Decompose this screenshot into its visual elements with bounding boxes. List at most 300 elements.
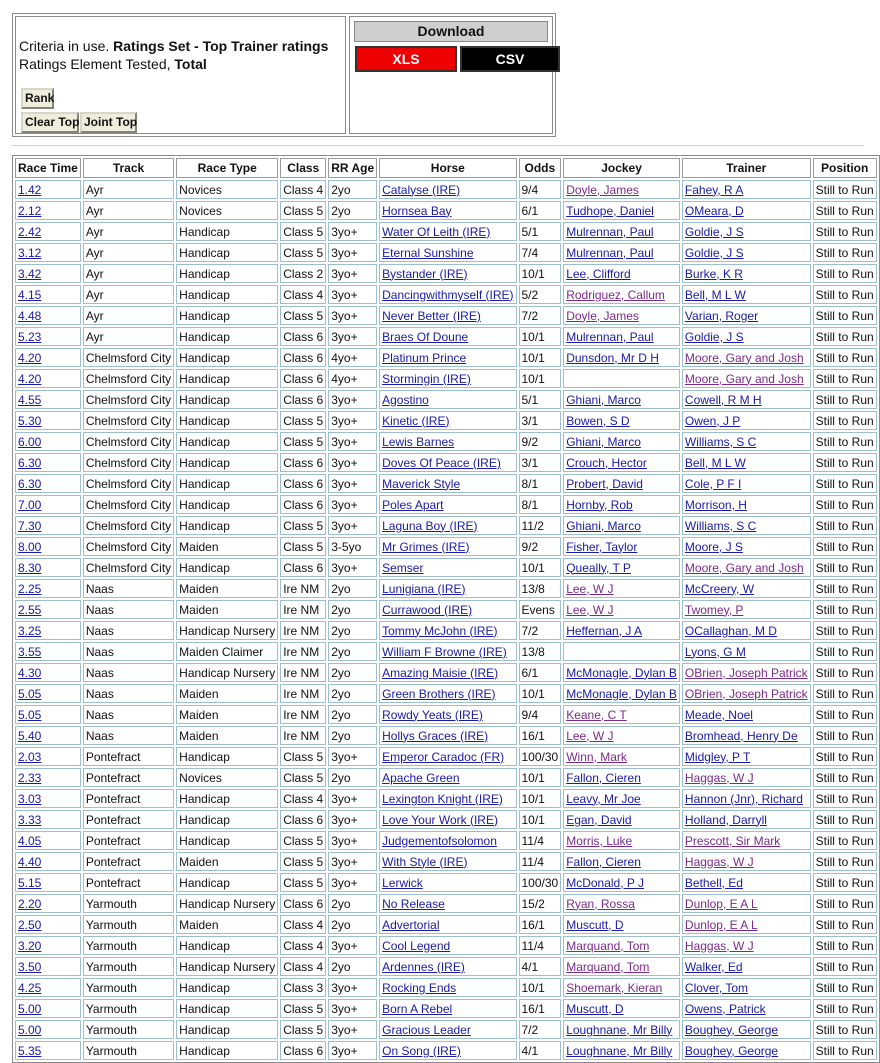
race-time-link[interactable]: 5.05 xyxy=(18,707,42,722)
horse-link[interactable]: No Release xyxy=(382,896,445,911)
cell-class: Class 5 xyxy=(280,201,326,220)
horse-link[interactable]: Hollys Graces (IRE) xyxy=(382,728,489,743)
jockey-link[interactable]: Hornby, Rob xyxy=(566,497,633,512)
cell-horse xyxy=(379,789,516,808)
cell-rr-age: 2yo xyxy=(328,684,377,703)
race-time-link[interactable]: 3.50 xyxy=(18,959,42,974)
cell-rr-age: 4yo+ xyxy=(328,348,377,367)
trainer-link[interactable]: McCreery, W xyxy=(684,581,755,596)
cell-track: Naas xyxy=(83,579,174,598)
horse-link[interactable]: Rowdy Yeats (IRE) xyxy=(382,707,483,722)
cell-rr-age: 3yo+ xyxy=(328,243,377,262)
trainer-link[interactable]: Midgley, P T xyxy=(684,749,751,764)
race-time-link[interactable]: 6.30 xyxy=(18,476,42,491)
trainer-link[interactable]: Clover, Tom xyxy=(684,980,749,995)
race-time-link[interactable]: 2.50 xyxy=(18,917,42,932)
horse-link[interactable]: Semser xyxy=(382,560,424,575)
table-row xyxy=(15,411,877,430)
horse-link[interactable]: Currawood (IRE) xyxy=(382,602,473,617)
race-time-link[interactable]: 2.20 xyxy=(18,896,42,911)
jockey-link[interactable]: Ghiani, Marco xyxy=(566,434,641,449)
jockey-link[interactable]: Mulrennan, Paul xyxy=(566,329,654,344)
trainer-link[interactable]: Moore, Gary and Josh xyxy=(684,371,804,386)
cell-jockey xyxy=(563,957,680,976)
cell-position: Still to Run xyxy=(813,621,877,640)
horse-link[interactable]: Platinum Prince xyxy=(382,350,467,365)
horse-link[interactable]: William F Browne (IRE) xyxy=(382,644,507,659)
trainer-link[interactable]: Cole, P F I xyxy=(684,476,742,491)
trainer-link[interactable]: Hannon (Jnr), Richard xyxy=(684,791,803,806)
cell-horse xyxy=(379,978,516,997)
cell-trainer xyxy=(682,474,811,493)
cell-odds: 9/2 xyxy=(519,537,562,556)
cell-position: Still to Run xyxy=(813,432,877,451)
joint-top-button[interactable]: Joint Top xyxy=(80,112,137,133)
cell-race-type: Handicap xyxy=(176,327,278,346)
trainer-link[interactable]: Bell, M L W xyxy=(684,287,746,302)
table-row xyxy=(15,222,877,241)
cell-race-time xyxy=(15,957,81,976)
horse-link[interactable]: With Style (IRE) xyxy=(382,854,468,869)
jockey-link[interactable]: Crouch, Hector xyxy=(566,455,647,470)
horse-link[interactable]: Amazing Maisie (IRE) xyxy=(382,665,499,680)
horse-link[interactable]: Bystander (IRE) xyxy=(382,266,468,281)
jockey-link[interactable]: Heffernan, J A xyxy=(566,623,643,638)
horse-link[interactable]: Gracious Leader xyxy=(382,1022,471,1037)
race-time-link[interactable]: 3.55 xyxy=(18,644,42,659)
ratings-element: Total xyxy=(174,56,207,72)
cell-position: Still to Run xyxy=(813,1041,877,1060)
jockey-link[interactable]: Leavy, Mr Joe xyxy=(566,791,641,806)
horse-link[interactable]: Apache Green xyxy=(382,770,460,785)
trainer-link[interactable]: Cowell, R M H xyxy=(684,392,762,407)
trainer-link[interactable]: Prescott, Sir Mark xyxy=(684,833,781,848)
cell-track: Chelmsford City xyxy=(83,537,174,556)
trainer-link[interactable]: Williams, S C xyxy=(684,518,757,533)
jockey-link[interactable]: Queally, T P xyxy=(566,560,631,575)
cell-jockey xyxy=(563,495,680,514)
cell-horse xyxy=(379,831,516,850)
cell-race-type: Handicap xyxy=(176,432,278,451)
horse-link[interactable]: Rocking Ends xyxy=(382,980,457,995)
cell-odds: 8/1 xyxy=(519,495,562,514)
cell-jockey xyxy=(563,600,680,619)
cell-race-time xyxy=(15,936,81,955)
cell-jockey xyxy=(563,327,680,346)
horse-link[interactable]: Judgementofsolomon xyxy=(382,833,497,848)
race-time-link[interactable]: 7.00 xyxy=(18,497,42,512)
race-time-link[interactable]: 4.15 xyxy=(18,287,42,302)
cell-track: Pontefract xyxy=(83,873,174,892)
race-time-link[interactable]: 5.05 xyxy=(18,686,42,701)
horse-link[interactable]: Love Your Work (IRE) xyxy=(382,812,498,827)
cell-odds: 16/1 xyxy=(519,726,562,745)
cell-track: Chelmsford City xyxy=(83,474,174,493)
horse-link[interactable]: Maverick Style xyxy=(382,476,461,491)
jockey-link[interactable]: Marquand, Tom xyxy=(566,938,650,953)
jockey-link[interactable]: Fallon, Cieren xyxy=(566,854,641,869)
trainer-link[interactable]: Varian, Roger xyxy=(684,308,759,323)
cell-position: Still to Run xyxy=(813,789,877,808)
jockey-link[interactable]: Lee, Clifford xyxy=(566,266,631,281)
trainer-link[interactable]: OCallaghan, M D xyxy=(684,623,777,638)
table-row xyxy=(15,936,877,955)
trainer-link[interactable]: Holland, Darryll xyxy=(684,812,767,827)
race-time-link[interactable]: 3.42 xyxy=(18,266,42,281)
trainer-link[interactable]: Williams, S C xyxy=(684,434,757,449)
race-time-link[interactable]: 4.25 xyxy=(18,980,42,995)
race-time-link[interactable]: 3.12 xyxy=(18,245,42,260)
race-time-link[interactable]: 5.40 xyxy=(18,728,42,743)
horse-link[interactable]: Stormingin (IRE) xyxy=(382,371,471,386)
cell-race-time xyxy=(15,222,81,241)
horse-link[interactable]: Tommy McJohn (IRE) xyxy=(382,623,498,638)
race-time-link[interactable]: 1.42 xyxy=(18,182,42,197)
cell-rr-age: 3yo+ xyxy=(328,222,377,241)
race-time-link[interactable]: 5.15 xyxy=(18,875,42,890)
cell-track: Pontefract xyxy=(83,747,174,766)
horse-link[interactable]: Hornsea Bay xyxy=(382,203,452,218)
trainer-link[interactable]: Moore, Gary and Josh xyxy=(684,350,804,365)
cell-track: Yarmouth xyxy=(83,915,174,934)
race-time-link[interactable]: 2.33 xyxy=(18,770,42,785)
jockey-link[interactable]: Loughnane, Mr Billy xyxy=(566,1043,673,1058)
cell-trainer xyxy=(682,264,811,283)
table-row xyxy=(15,894,877,913)
race-time-link[interactable]: 8.30 xyxy=(18,560,42,575)
jockey-link[interactable]: Tudhope, Daniel xyxy=(566,203,654,218)
cell-track: Pontefract xyxy=(83,831,174,850)
cell-jockey xyxy=(563,999,680,1018)
cell-horse xyxy=(379,726,516,745)
jockey-link[interactable]: Fallon, Cieren xyxy=(566,770,641,785)
cell-horse xyxy=(379,243,516,262)
table-row xyxy=(15,915,877,934)
trainer-link[interactable]: Haggas, W J xyxy=(684,938,754,953)
race-time-link[interactable]: 2.03 xyxy=(18,749,42,764)
trainer-link[interactable]: Boughey, George xyxy=(684,1022,779,1037)
cell-horse xyxy=(379,474,516,493)
trainer-link[interactable]: Owens, Patrick xyxy=(684,1001,766,1016)
horse-link[interactable]: Water Of Leith (IRE) xyxy=(382,224,491,239)
cell-jockey xyxy=(563,768,680,787)
race-time-link[interactable]: 5.00 xyxy=(18,1022,42,1037)
cell-class: Class 5 xyxy=(280,243,326,262)
horse-link[interactable]: Emperor Caradoc (FR) xyxy=(382,749,505,764)
cell-trainer xyxy=(682,915,811,934)
cell-class: Class 5 xyxy=(280,516,326,535)
cell-track: Naas xyxy=(83,705,174,724)
cell-race-time xyxy=(15,495,81,514)
trainer-link[interactable]: Goldie, J S xyxy=(684,224,744,239)
trainer-link[interactable]: OBrien, Joseph Patrick xyxy=(684,686,808,701)
cell-trainer xyxy=(682,369,811,388)
cell-trainer xyxy=(682,390,811,409)
horse-link[interactable]: Laguna Boy (IRE) xyxy=(382,518,478,533)
table-row xyxy=(15,747,877,766)
race-time-link[interactable]: 2.25 xyxy=(18,581,42,596)
cell-jockey xyxy=(563,411,680,430)
jockey-link[interactable]: McMonagle, Dylan B xyxy=(566,686,677,701)
cell-odds: 4/1 xyxy=(519,957,562,976)
cell-race-time xyxy=(15,558,81,577)
trainer-link[interactable]: Haggas, W J xyxy=(684,854,754,869)
cell-position: Still to Run xyxy=(813,579,877,598)
cell-race-time xyxy=(15,1041,81,1060)
race-time-link[interactable]: 5.23 xyxy=(18,329,42,344)
trainer-link[interactable]: Fahey, R A xyxy=(684,182,744,197)
cell-track: Ayr xyxy=(83,327,174,346)
cell-class: Class 6 xyxy=(280,495,326,514)
cell-race-time xyxy=(15,831,81,850)
horse-link[interactable]: Agostino xyxy=(382,392,429,407)
horse-link[interactable]: Catalyse (IRE) xyxy=(382,182,461,197)
cell-trainer xyxy=(682,789,811,808)
cell-race-type: Novices xyxy=(176,768,278,787)
table-row xyxy=(15,789,877,808)
cell-track: Ayr xyxy=(83,243,174,262)
cell-race-type: Handicap xyxy=(176,264,278,283)
jockey-link[interactable]: Ghiani, Marco xyxy=(566,518,641,533)
cell-odds: 7/2 xyxy=(519,306,562,325)
trainer-link[interactable]: Moore, Gary and Josh xyxy=(684,560,804,575)
cell-race-type: Handicap Nursery xyxy=(176,663,278,682)
trainer-link[interactable]: Walker, Ed xyxy=(684,959,743,974)
table-row xyxy=(15,474,877,493)
trainer-link[interactable]: Burke, K R xyxy=(684,266,743,281)
trainer-link[interactable]: Moore, J S xyxy=(684,539,743,554)
cell-jockey xyxy=(563,222,680,241)
jockey-link[interactable]: Muscutt, D xyxy=(566,917,624,932)
race-time-link[interactable]: 7.30 xyxy=(18,518,42,533)
xls-download-button[interactable]: XLS xyxy=(355,46,457,72)
cell-jockey xyxy=(563,621,680,640)
cell-track: Ayr xyxy=(83,264,174,283)
horse-link[interactable]: Ardennes (IRE) xyxy=(382,959,465,974)
table-row xyxy=(15,852,877,871)
cell-race-type: Handicap xyxy=(176,348,278,367)
cell-class: Class 6 xyxy=(280,348,326,367)
cell-rr-age: 2yo xyxy=(328,726,377,745)
table-row xyxy=(15,978,877,997)
cell-position: Still to Run xyxy=(813,831,877,850)
race-time-link[interactable]: 3.25 xyxy=(18,623,42,638)
cell-rr-age: 3yo+ xyxy=(328,978,377,997)
cell-race-time xyxy=(15,915,81,934)
trainer-link[interactable]: OMeara, D xyxy=(684,203,744,218)
trainer-link[interactable]: Boughey, George xyxy=(684,1043,779,1058)
cell-horse xyxy=(379,999,516,1018)
cell-race-type: Handicap xyxy=(176,558,278,577)
table-row xyxy=(15,327,877,346)
race-time-link[interactable]: 3.20 xyxy=(18,938,42,953)
cell-rr-age: 2yo xyxy=(328,663,377,682)
cell-odds: 10/1 xyxy=(519,810,562,829)
jockey-link[interactable]: Mulrennan, Paul xyxy=(566,224,654,239)
criteria-cell xyxy=(15,16,346,134)
race-time-link[interactable]: 5.35 xyxy=(18,1043,42,1058)
cell-position: Still to Run xyxy=(813,1020,877,1039)
race-time-link[interactable]: 5.30 xyxy=(18,413,42,428)
horse-link[interactable]: Lewis Barnes xyxy=(382,434,455,449)
jockey-link[interactable]: Ghiani, Marco xyxy=(566,392,641,407)
jockey-link[interactable]: Rodriguez, Callum xyxy=(566,287,665,302)
cell-trainer xyxy=(682,180,811,199)
cell-odds: 11/2 xyxy=(519,516,562,535)
horse-link[interactable]: Eternal Sunshine xyxy=(382,245,474,260)
cell-rr-age: 2yo xyxy=(328,621,377,640)
horse-link[interactable]: Lunigiana (IRE) xyxy=(382,581,466,596)
jockey-link[interactable]: Dunsdon, Mr D H xyxy=(566,350,659,365)
cell-horse xyxy=(379,264,516,283)
race-time-link[interactable]: 4.48 xyxy=(18,308,42,323)
race-time-link[interactable]: 4.30 xyxy=(18,665,42,680)
cell-track: Yarmouth xyxy=(83,936,174,955)
race-time-link[interactable]: 3.33 xyxy=(18,812,42,827)
cell-track: Ayr xyxy=(83,180,174,199)
cell-rr-age: 4yo+ xyxy=(328,369,377,388)
race-time-link[interactable]: 6.30 xyxy=(18,455,42,470)
trainer-link[interactable]: Bell, M L W xyxy=(684,455,746,470)
cell-jockey xyxy=(563,642,680,661)
cell-odds: 10/1 xyxy=(519,264,562,283)
cell-trainer xyxy=(682,285,811,304)
trainer-link[interactable]: Twomey, P xyxy=(684,602,744,617)
jockey-link[interactable]: Muscutt, D xyxy=(566,1001,624,1016)
race-time-link[interactable]: 2.42 xyxy=(18,224,42,239)
horse-link[interactable]: Lexington Knight (IRE) xyxy=(382,791,503,806)
cell-class: Class 6 xyxy=(280,894,326,913)
cell-track: Chelmsford City xyxy=(83,516,174,535)
race-time-link[interactable]: 4.20 xyxy=(18,350,42,365)
header-trainer: Trainer xyxy=(682,158,811,178)
race-time-link[interactable]: 4.55 xyxy=(18,392,42,407)
trainer-link[interactable]: Lyons, G M xyxy=(684,644,746,659)
cell-track: Ayr xyxy=(83,222,174,241)
cell-race-type: Handicap xyxy=(176,936,278,955)
jockey-link[interactable]: Lee, W J xyxy=(566,602,614,617)
horse-link[interactable]: Born A Rebel xyxy=(382,1001,453,1016)
jockey-link[interactable]: Keane, C T xyxy=(566,707,627,722)
download-cell xyxy=(349,16,553,134)
cell-odds: 10/1 xyxy=(519,978,562,997)
jockey-link[interactable]: McDonald, P J xyxy=(566,875,645,890)
race-time-link[interactable]: 6.00 xyxy=(18,434,42,449)
horse-link[interactable]: Green Brothers (IRE) xyxy=(382,686,496,701)
cell-rr-age: 3yo+ xyxy=(328,789,377,808)
cell-track: Chelmsford City xyxy=(83,432,174,451)
trainer-link[interactable]: OBrien, Joseph Patrick xyxy=(684,665,808,680)
jockey-link[interactable]: Fisher, Taylor xyxy=(566,539,638,554)
race-time-link[interactable]: 3.03 xyxy=(18,791,42,806)
horse-link[interactable]: Poles Apart xyxy=(382,497,444,512)
horse-link[interactable]: On Song (IRE) xyxy=(382,1043,461,1058)
trainer-link[interactable]: Dunlop, E A L xyxy=(684,917,758,932)
horse-link[interactable]: Never Better (IRE) xyxy=(382,308,481,323)
horse-link[interactable]: Braes Of Doune xyxy=(382,329,469,344)
jockey-link[interactable]: Ryan, Rossa xyxy=(566,896,635,911)
horse-link[interactable]: Kinetic (IRE) xyxy=(382,413,450,428)
jockey-link[interactable]: Lee, W J xyxy=(566,581,614,596)
horse-link[interactable]: Lerwick xyxy=(382,875,423,890)
jockey-link[interactable]: Mulrennan, Paul xyxy=(566,245,654,260)
cell-horse xyxy=(379,306,516,325)
horse-link[interactable]: Doves Of Peace (IRE) xyxy=(382,455,501,470)
table-row xyxy=(15,642,877,661)
horse-link[interactable]: Mr Grimes (IRE) xyxy=(382,539,470,554)
cell-class: Class 4 xyxy=(280,936,326,955)
trainer-link[interactable]: Bromhead, Henry De xyxy=(684,728,798,743)
cell-rr-age: 3yo+ xyxy=(328,474,377,493)
cell-trainer xyxy=(682,726,811,745)
jockey-link[interactable]: Probert, David xyxy=(566,476,643,491)
cell-race-time xyxy=(15,663,81,682)
race-time-link[interactable]: 2.12 xyxy=(18,203,42,218)
cell-race-type: Maiden xyxy=(176,852,278,871)
cell-position: Still to Run xyxy=(813,558,877,577)
jockey-link[interactable]: Loughnane, Mr Billy xyxy=(566,1022,673,1037)
race-time-link[interactable]: 4.05 xyxy=(18,833,42,848)
table-row xyxy=(15,873,877,892)
trainer-link[interactable]: Owen, J P xyxy=(684,413,741,428)
race-time-link[interactable]: 4.40 xyxy=(18,854,42,869)
trainer-link[interactable]: Dunlop, E A L xyxy=(684,896,758,911)
cell-position: Still to Run xyxy=(813,411,877,430)
trainer-link[interactable]: Morrison, H xyxy=(684,497,747,512)
cell-class: Ire NM xyxy=(280,600,326,619)
horse-link[interactable]: Dancingwithmyself (IRE) xyxy=(382,287,514,302)
race-time-link[interactable]: 8.00 xyxy=(18,539,42,554)
cell-class: Class 5 xyxy=(280,432,326,451)
trainer-link[interactable]: Haggas, W J xyxy=(684,770,754,785)
jockey-link[interactable]: Doyle, James xyxy=(566,308,639,323)
jockey-link[interactable]: Morris, Luke xyxy=(566,833,633,848)
race-time-link[interactable]: 2.55 xyxy=(18,602,42,617)
cell-race-time xyxy=(15,474,81,493)
cell-race-type: Maiden xyxy=(176,915,278,934)
cell-odds: 5/1 xyxy=(519,222,562,241)
rank-button[interactable]: Rank xyxy=(21,88,54,109)
cell-race-time xyxy=(15,852,81,871)
trainer-link[interactable]: Goldie, J S xyxy=(684,329,744,344)
cell-class: Ire NM xyxy=(280,726,326,745)
jockey-link[interactable]: McMonagle, Dylan B xyxy=(566,665,677,680)
cell-race-time xyxy=(15,579,81,598)
jockey-link[interactable]: Bowen, S D xyxy=(566,413,630,428)
trainer-link[interactable]: Goldie, J S xyxy=(684,245,744,260)
cell-class: Class 3 xyxy=(280,978,326,997)
jockey-link[interactable]: Lee, W J xyxy=(566,728,614,743)
trainer-link[interactable]: Meade, Noel xyxy=(684,707,753,722)
jockey-link[interactable]: Marquand, Tom xyxy=(566,959,650,974)
jockey-link[interactable]: Doyle, James xyxy=(566,182,639,197)
csv-download-button[interactable]: CSV xyxy=(460,46,560,72)
horse-link[interactable]: Cool Legend xyxy=(382,938,451,953)
jockey-link[interactable]: Shoemark, Kieran xyxy=(566,980,663,995)
jockey-link[interactable]: Winn, Mark xyxy=(566,749,627,764)
clear-top-button[interactable]: Clear Top xyxy=(21,112,79,133)
trainer-link[interactable]: Bethell, Ed xyxy=(684,875,743,890)
race-time-link[interactable]: 5.00 xyxy=(18,1001,42,1016)
jockey-link[interactable]: Egan, David xyxy=(566,812,632,827)
cell-trainer xyxy=(682,243,811,262)
race-time-link[interactable]: 4.20 xyxy=(18,371,42,386)
cell-class: Ire NM xyxy=(280,642,326,661)
cell-position: Still to Run xyxy=(813,285,877,304)
horse-link[interactable]: Advertorial xyxy=(382,917,440,932)
cell-trainer xyxy=(682,747,811,766)
cell-rr-age: 3yo+ xyxy=(328,1020,377,1039)
